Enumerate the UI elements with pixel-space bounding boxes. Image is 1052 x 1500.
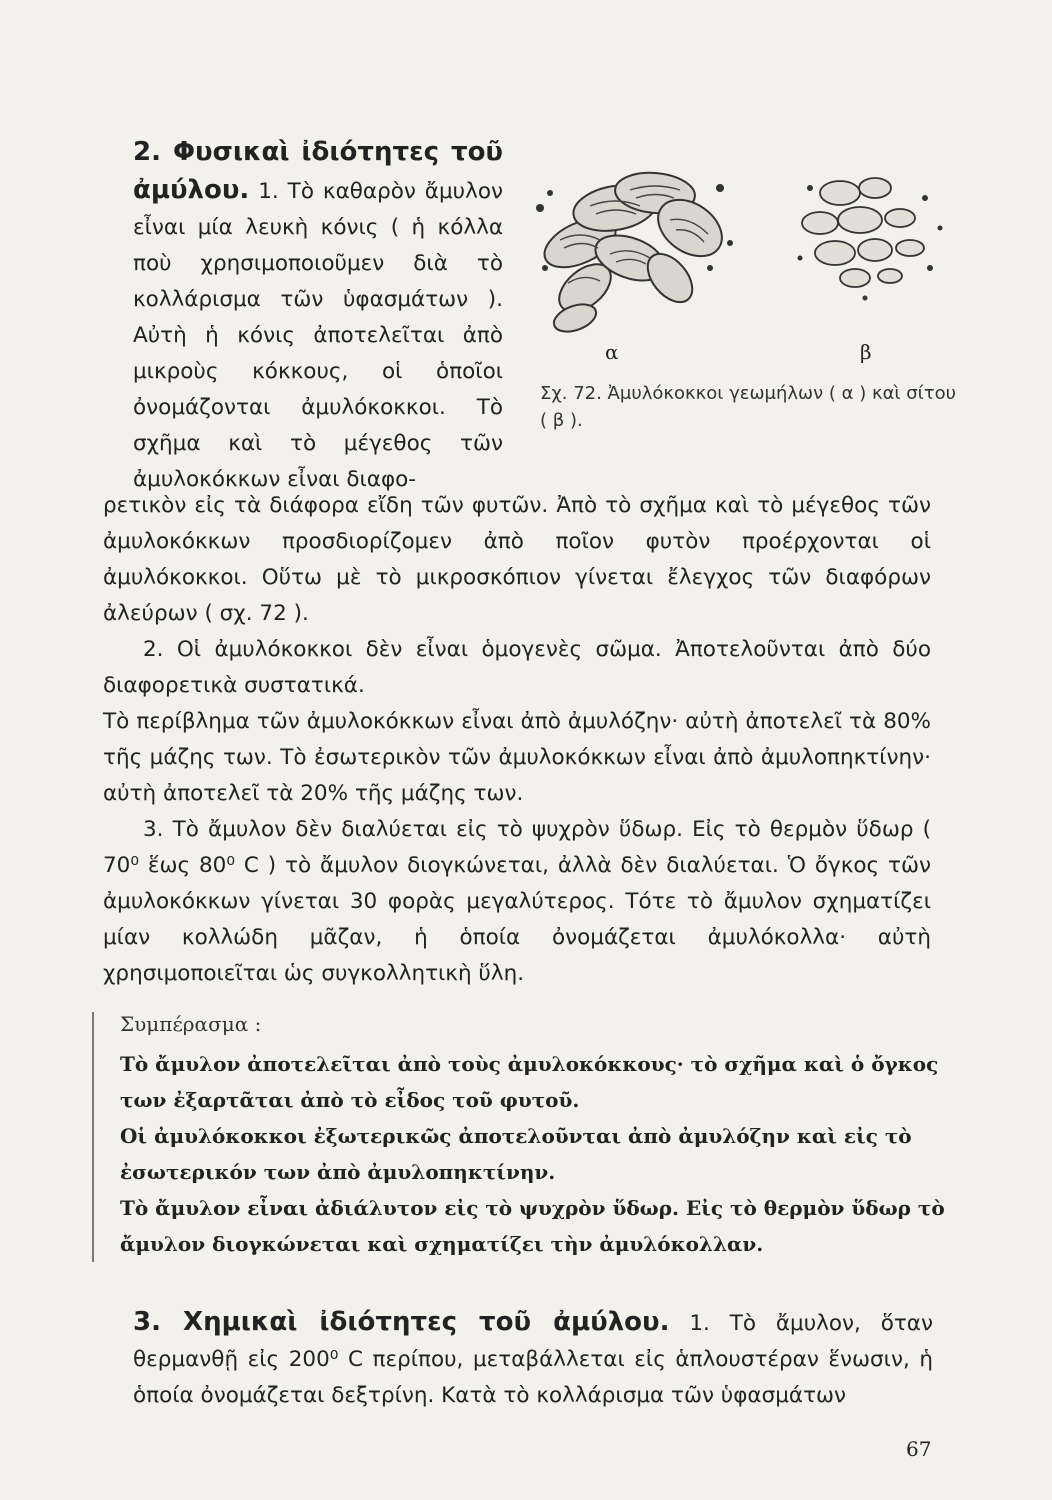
figure-72 xyxy=(520,148,960,458)
section-2-intro-text: 1. Τὸ καθαρὸν ἄμυλον εἶναι μία λευκὴ κόνις ( ἡ κόλλα ποὺ χρησιμοποιοῦμεν διὰ τὸ κολλάρισμα τῶν ὑφασμάτων ). Αὐτὴ ἡ κόνις ἀποτελεῖται ἀπὸ μικροὺς κόκκους, οἱ ὁποῖοι ὀνομάζονται ἀμυλόκοκκοι. Τὸ σχῆμα καὶ τὸ μέγεθος τῶν ἀμυλοκόκκων εἶναι διαφο- xyxy=(133,179,503,492)
section-3-text: 1. Τὸ ἄμυλον, ὅταν θερμανθῇ εἰς 200⁰ C περίπου, μεταβάλλεται εἰς ἁπλουστέραν ἕνωσιν, ἡ ὁποία ὀνομάζεται δεξτρίνη. Κατὰ τὸ κολλάρισμα τῶν ὑφασμάτων xyxy=(133,1311,933,1408)
figure-label-beta: β xyxy=(860,340,872,364)
paragraph-4: 3. Τὸ ἄμυλον δὲν διαλύεται εἰς τὸ ψυχρὸν ὕδωρ. Εἰς τὸ θερμὸν ὕδωρ ( 70⁰ ἕως 80⁰ C ) τὸ ἄμυλον διογκώνεται, ἀλλὰ δὲν διαλύεται. Ὁ ὄγκος τῶν ἀμυλοκόκκων γίνεται 30 φορὰς μεγαλύτερος. Τότε τὸ ἄμυλον σχηματίζει μίαν κολλώδη μᾶζαν, ἡ ὁποία ὀνομάζεται ἀμυλόκολλα· αὐτὴ χρησιμοποιεῖται ὡς συγκολλητικὴ ὕλη. xyxy=(103,817,931,986)
section-2-title: 2. Φυσικαὶ ἰδιότητες τοῦ ἀμύλου. xyxy=(133,137,503,205)
conclusion-box xyxy=(92,1012,965,1262)
section-3 xyxy=(133,1304,933,1414)
figure-caption: Σχ. 72. Ἀμυλόκοκκοι γεωμήλων ( α ) καὶ σίτου ( β ). xyxy=(540,383,957,431)
starch-grains-illustration xyxy=(520,148,960,368)
section-2-intro-paragraph xyxy=(133,134,503,498)
paragraph-2: 2. Οἱ ἀμυλόκοκκοι δὲν εἶναι ὁμογενὲς σῶμα. Ἀποτελοῦνται ἀπὸ δύο διαφορετικὰ συστατικά. xyxy=(103,637,931,698)
paragraph-1-continued: ρετικὸν εἰς τὰ διάφορα εἴδη τῶν φυτῶν. Ἀπὸ τὸ σχῆμα καὶ τὸ μέγεθος τῶν ἀμυλοκόκκων προσδιορίζομεν ἀπὸ ποῖον φυτὸν προέρχονται οἱ ἀμυλόκοκκοι. Οὕτω μὲ τὸ μικροσκόπιον γίνεται ἔλεγχος τῶν διαφόρων ἀλεύρων ( σχ. 72 ). xyxy=(103,493,931,626)
conclusion-body xyxy=(120,1046,965,1262)
conclusion-item: Τὸ ἄμυλον ἀποτελεῖται ἀπὸ τοὺς ἀμυλοκόκκους· τὸ σχῆμα καὶ ὁ ὄγκος των ἐξαρτᾶται ἀπὸ τὸ εἶδος τοῦ φυτοῦ. xyxy=(120,1052,939,1112)
page-number: 67 xyxy=(906,1437,932,1461)
section-3-title: 3. Χημικαὶ ἰδιότητες τοῦ ἀμύλου. xyxy=(133,1307,670,1337)
conclusion-heading: Συμπέρασμα : xyxy=(120,1012,262,1036)
section-2-body xyxy=(103,488,931,992)
section-2-intro xyxy=(133,134,503,498)
paragraph-3: Τὸ περίβλημα τῶν ἀμυλοκόκκων εἶναι ἀπὸ ἀμυλόζην· αὐτὴ ἀποτελεῖ τὰ 80% τῆς μάζης των. Τὸ ἐσωτερικὸν τῶν ἀμυλοκόκκων εἶναι ἀπὸ ἀμυλοπηκτίνην· αὐτὴ ἀποτελεῖ τὰ 20% τῆς μάζης των. xyxy=(103,709,931,806)
potato-starch-grains xyxy=(537,170,732,337)
conclusion-item: Οἱ ἀμυλόκοκκοι ἐξωτερικῶς ἀποτελοῦνται ἀπὸ ἀμυλόζην καὶ εἰς τὸ ἐσωτερικόν των ἀπὸ ἀμυλοπηκτίνην. xyxy=(120,1124,912,1184)
section-3-paragraph xyxy=(133,1304,933,1414)
wheat-starch-grains xyxy=(802,178,924,287)
conclusion-item: Τὸ ἄμυλον εἶναι ἀδιάλυτον εἰς τὸ ψυχρὸν ὕδωρ. Εἰς τὸ θερμὸν ὕδωρ τὸ ἄμυλον διογκώνεται καὶ σχηματίζει τὴν ἀμυλόκολλαν. xyxy=(120,1196,945,1256)
figure-label-alpha: α xyxy=(605,340,619,364)
